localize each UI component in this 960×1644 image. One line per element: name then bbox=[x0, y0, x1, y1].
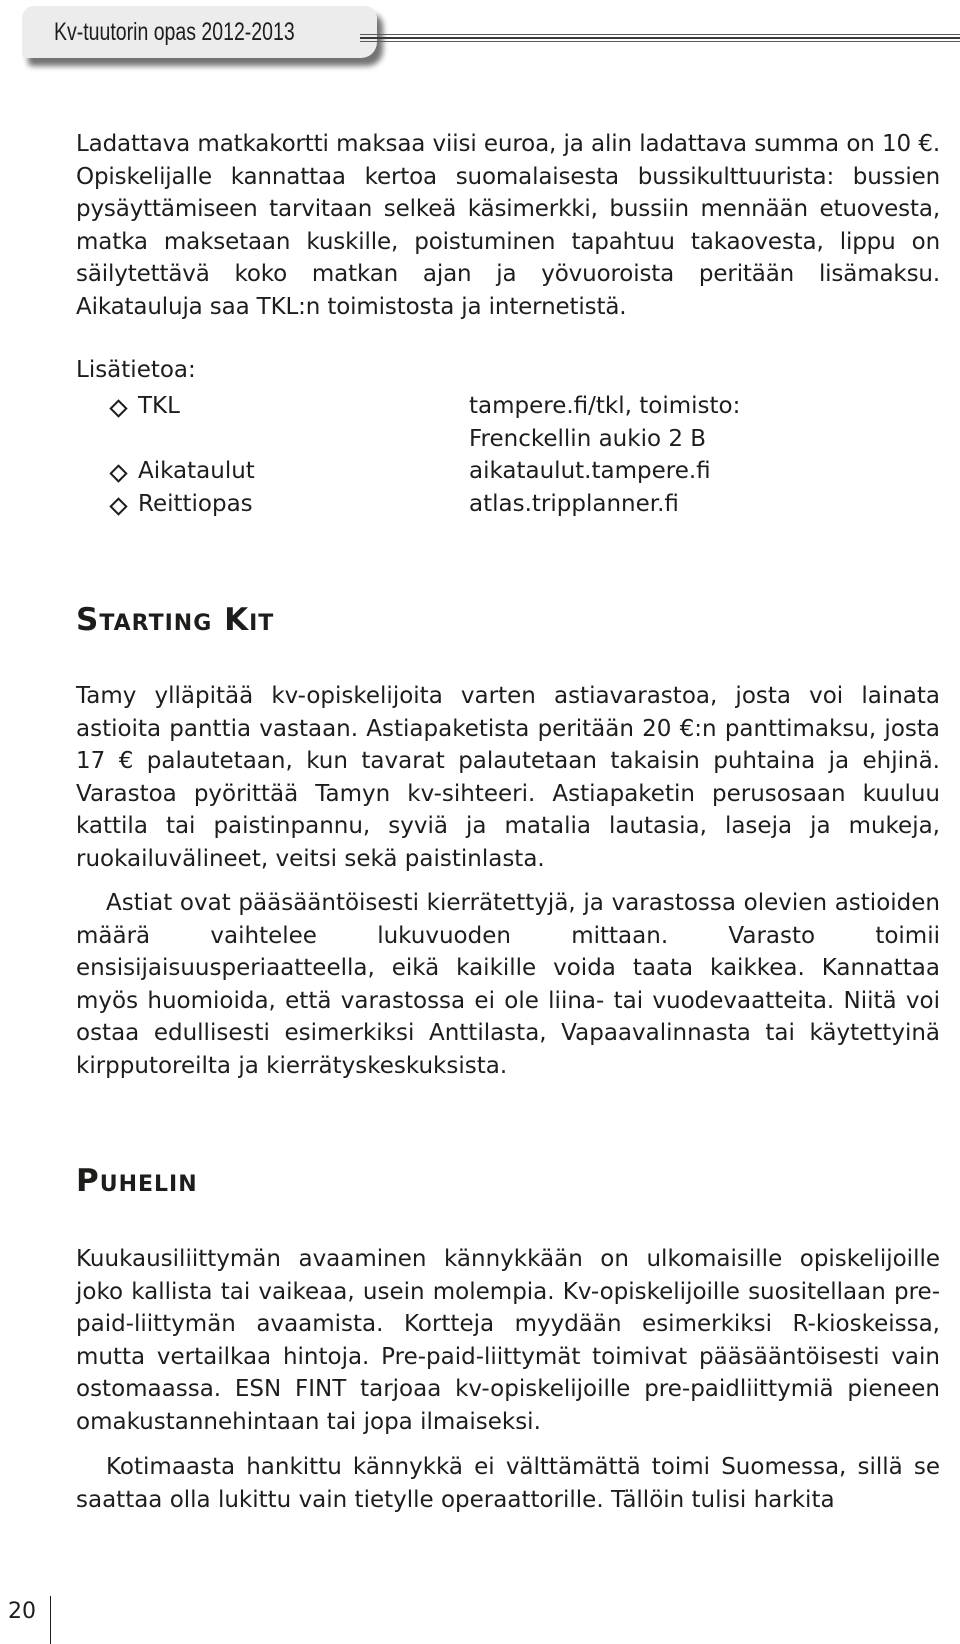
info-item-name: Reittiopas bbox=[138, 491, 253, 517]
info-item-link[interactable]: tampere.fi/tkl, toimisto: bbox=[469, 393, 741, 419]
diamond-bullet-icon bbox=[109, 464, 127, 482]
starting-kit-paragraph-2: Astiat ovat pääsääntöisesti kierrätettyjä, ja varastossa olevien astioiden määrä vaihtelee lukuvuoden mittaan. Varasto toimii ensisijaisuusperiaatteella, eikä kaikille voida taata kaikkea. Kannattaa myös huomioida, että varastossa ei ole liina- tai vuodevaatteita. Niitä voi ostaa edullisesti esimerkiksi Anttilasta, Vapaavalinnasta tai käytettyinä kirpputoreilta ja kierrätyskeskuksista. bbox=[76, 890, 940, 1079]
info-item-link[interactable]: aikataulut.tampere.fi bbox=[469, 458, 711, 484]
starting-kit-section-2 bbox=[76, 887, 940, 1082]
page-number: 20 bbox=[8, 1599, 36, 1624]
puhelin-section bbox=[76, 1243, 940, 1438]
starting-kit-section bbox=[76, 680, 940, 875]
info-item-tkl bbox=[76, 393, 936, 425]
info-item-address bbox=[76, 426, 936, 458]
puhelin-paragraph-1: Kuukausiliittymän avaaminen kännykkään on ulkomaisille opiskelijoille joko kallista tai vaikeaa, usein molempia. Kv-opiskelijoille suositellaan pre-paid-liittymän avaamista. Kortteja myydään esimerkiksi R-kioskeissa, mutta vertailkaa hintoja. Pre-paid-liittymät toimivat pääsääntöisesti vain ostomaassa. ESN FINT tarjoaa kv-opiskelijoille pre-paidliittymiä pieneen omakustannehintaan tai jopa ilmaiseksi. bbox=[76, 1246, 940, 1435]
document-title: Kv-tuutorin opas 2012-2013 bbox=[54, 17, 295, 46]
puhelin-heading: PUHELIN bbox=[76, 1163, 198, 1199]
info-item-name: Aikataulut bbox=[138, 458, 255, 484]
info-item-link[interactable]: atlas.tripplanner.fi bbox=[469, 491, 679, 517]
starting-kit-heading: STARTING KIT bbox=[76, 602, 275, 638]
intro-paragraph: Ladattava matkakortti maksaa viisi euroa, ja alin ladattava summa on 10 €. Opiskelijalle kannattaa kertoa suomalaisesta bussikulttuurista: bussien pysäyttämiseen tarvitaan selkeä käsimerkki, bussiin mennään etuovesta, matka maksetaan kuskille, poistuminen tapahtuu takaovesta, lippu on säilytettävä koko matkan ajan ja yövuoroista peritään lisämaksu. Aikatauluja saa TKL:n toimistosta ja internetistä. bbox=[76, 131, 940, 320]
puhelin-paragraph-2: Kotimaasta hankittu kännykkä ei välttämättä toimi Suomessa, sillä se saattaa olla lukittu vain tietylle operaattorille. Tällöin tulisi harkita bbox=[76, 1454, 940, 1513]
intro-section bbox=[76, 128, 940, 323]
header-rule bbox=[360, 34, 960, 46]
info-item-aikataulut bbox=[76, 458, 936, 490]
info-item-reittiopas bbox=[76, 491, 936, 523]
puhelin-section-2 bbox=[76, 1451, 940, 1516]
info-item-value: Frenckellin aukio 2 B bbox=[469, 426, 707, 452]
info-label: Lisätietoa: bbox=[76, 357, 196, 383]
page-margin-rule bbox=[50, 1596, 51, 1644]
info-item-name: TKL bbox=[138, 393, 180, 419]
diamond-bullet-icon bbox=[109, 399, 127, 417]
header-tab bbox=[22, 6, 377, 58]
starting-kit-paragraph-1: Tamy ylläpitää kv-opiskelijoita varten astiavarastoa, josta voi lainata astioita panttia vastaan. Astiapaketista peritään 20 €:n panttimaksu, josta 17 € palautetaan, kun tavarat palautetaan takaisin puhtaina ja ehjinä. Varastoa pyörittää Tamyn kv-sihteeri. Astiapaketin perusosaan kuuluu kattila tai paistinpannu, syviä ja matalia lautasia, laseja ja mukeja, ruokailuvälineet, veitsi sekä paistinlasta. bbox=[76, 683, 940, 872]
diamond-bullet-icon bbox=[109, 497, 127, 515]
